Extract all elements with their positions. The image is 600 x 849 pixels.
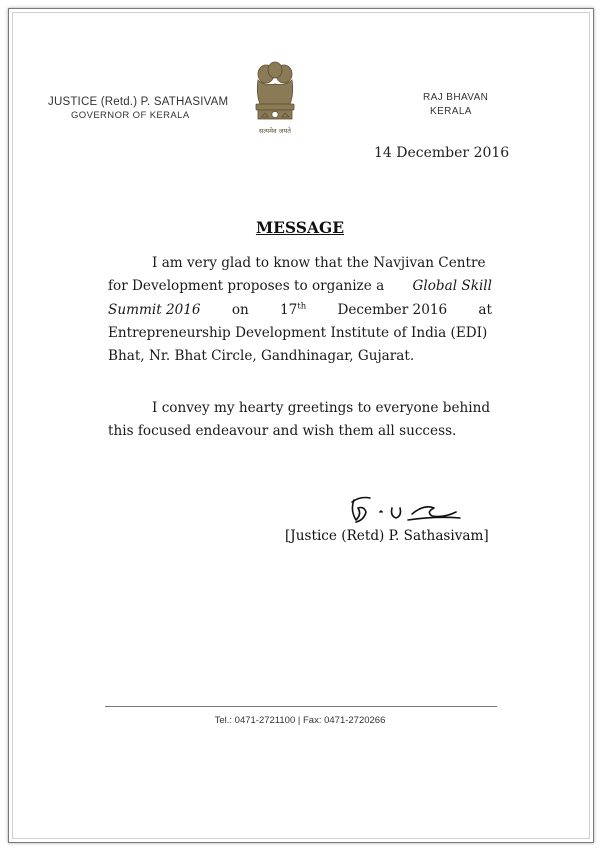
national-emblem-icon <box>246 60 304 140</box>
message-heading: MESSAGE <box>255 218 345 237</box>
kerala-label: KERALA <box>430 106 472 117</box>
letter-date: 14 December 2016 <box>374 145 510 161</box>
message-paragraph-2 <box>108 397 492 444</box>
footer-divider <box>105 706 497 707</box>
governor-name: JUSTICE (Retd.) P. SATHASIVAM <box>48 96 229 108</box>
paragraph-line: Entrepreneurship Development Institute of India (EDI) <box>108 324 488 341</box>
signatory-name: [Justice (Retd) P. Sathasivam] <box>285 528 489 544</box>
paragraph-line: for Development proposes to organize a Global Skill <box>108 278 492 295</box>
contact-footer: Tel.: 0471-2721100 | Fax: 0471-2720266 <box>214 715 386 726</box>
handwritten-signature <box>340 490 470 530</box>
paragraph-line: I am very glad to know that the Navjivan Centre <box>152 255 486 271</box>
raj-bhavan-label: RAJ BHAVAN <box>423 92 489 103</box>
governor-title: GOVERNOR OF KERALA <box>71 110 190 121</box>
emblem-caption: सत्यमेव जयते <box>259 127 291 135</box>
paragraph-line: I convey my hearty greetings to everyone behind <box>152 400 491 416</box>
paragraph-line: Summit 2016 on 17th December 2016 at <box>108 301 492 318</box>
paragraph-line: Bhat, Nr. Bhat Circle, Gandhinagar, Gujarat. <box>108 348 415 365</box>
message-paragraph-1 <box>108 252 492 368</box>
paragraph-line: this focused endeavour and wish them all success. <box>108 423 457 440</box>
